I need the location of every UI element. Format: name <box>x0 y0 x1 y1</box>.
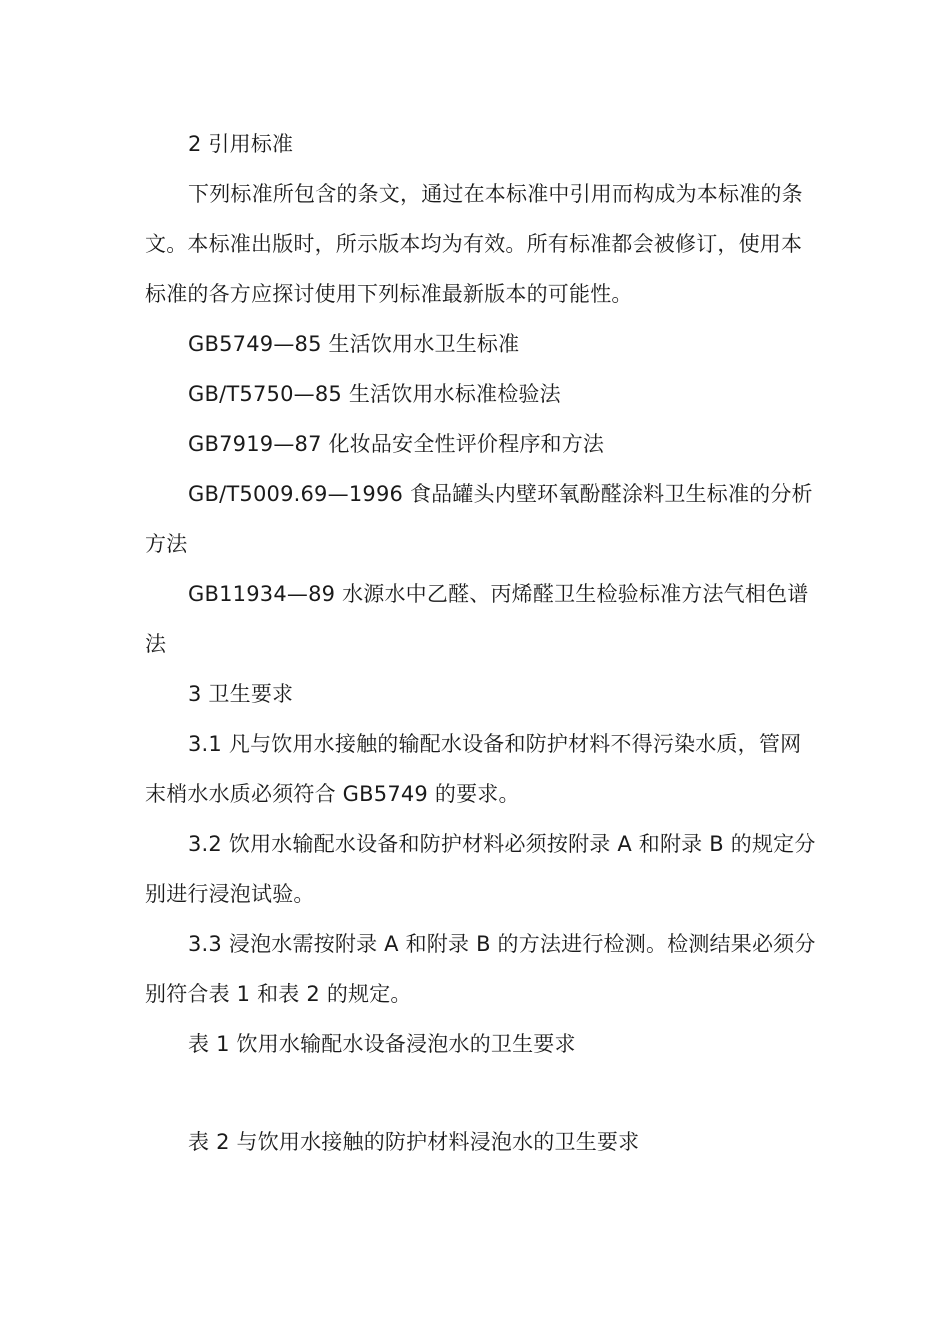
section-3-heading: 3 卫生要求 <box>188 682 294 706</box>
standard-gb5749: GB5749—85 生活饮用水卫生标准 <box>188 332 520 356</box>
standard-gbt5009-continued: 方法 <box>145 532 188 556</box>
table-2-caption: 表 2 与饮用水接触的防护材料浸泡水的卫生要求 <box>188 1130 640 1154</box>
standard-gbt5750: GB/T5750—85 生活饮用水标准检验法 <box>188 382 561 406</box>
section-2-intro-line-2: 文。本标准出版时，所示版本均为有效。所有标准都会被修订，使用本 <box>145 232 803 256</box>
table-1-caption: 表 1 饮用水输配水设备浸泡水的卫生要求 <box>188 1032 576 1056</box>
section-2-heading: 2 引用标准 <box>188 132 294 156</box>
clause-3-2-continued: 别进行浸泡试验。 <box>145 882 315 906</box>
clause-3-2: 3.2 饮用水输配水设备和防护材料必须按附录 A 和附录 B 的规定分 <box>188 832 816 856</box>
section-2-intro-line-1: 下列标准所包含的条文，通过在本标准中引用而构成为本标准的条 <box>188 182 803 206</box>
standard-gbt5009: GB/T5009.69—1996 食品罐头内壁环氧酚醛涂料卫生标准的分析 <box>188 482 813 506</box>
clause-3-3-continued: 别符合表 1 和表 2 的规定。 <box>145 982 412 1006</box>
clause-3-1-continued: 末梢水水质必须符合 GB5749 的要求。 <box>145 782 520 806</box>
standard-gb11934: GB11934—89 水源水中乙醛、丙烯醛卫生检验标准方法气相色谱 <box>188 582 809 606</box>
standard-gb7919: GB7919—87 化妆品安全性评价程序和方法 <box>188 432 605 456</box>
section-2-intro-line-3: 标准的各方应探讨使用下列标准最新版本的可能性。 <box>145 282 633 306</box>
clause-3-3: 3.3 浸泡水需按附录 A 和附录 B 的方法进行检测。检测结果必须分 <box>188 932 816 956</box>
standard-gb11934-continued: 法 <box>145 632 167 656</box>
clause-3-1: 3.1 凡与饮用水接触的输配水设备和防护材料不得污染水质，管网 <box>188 732 802 756</box>
